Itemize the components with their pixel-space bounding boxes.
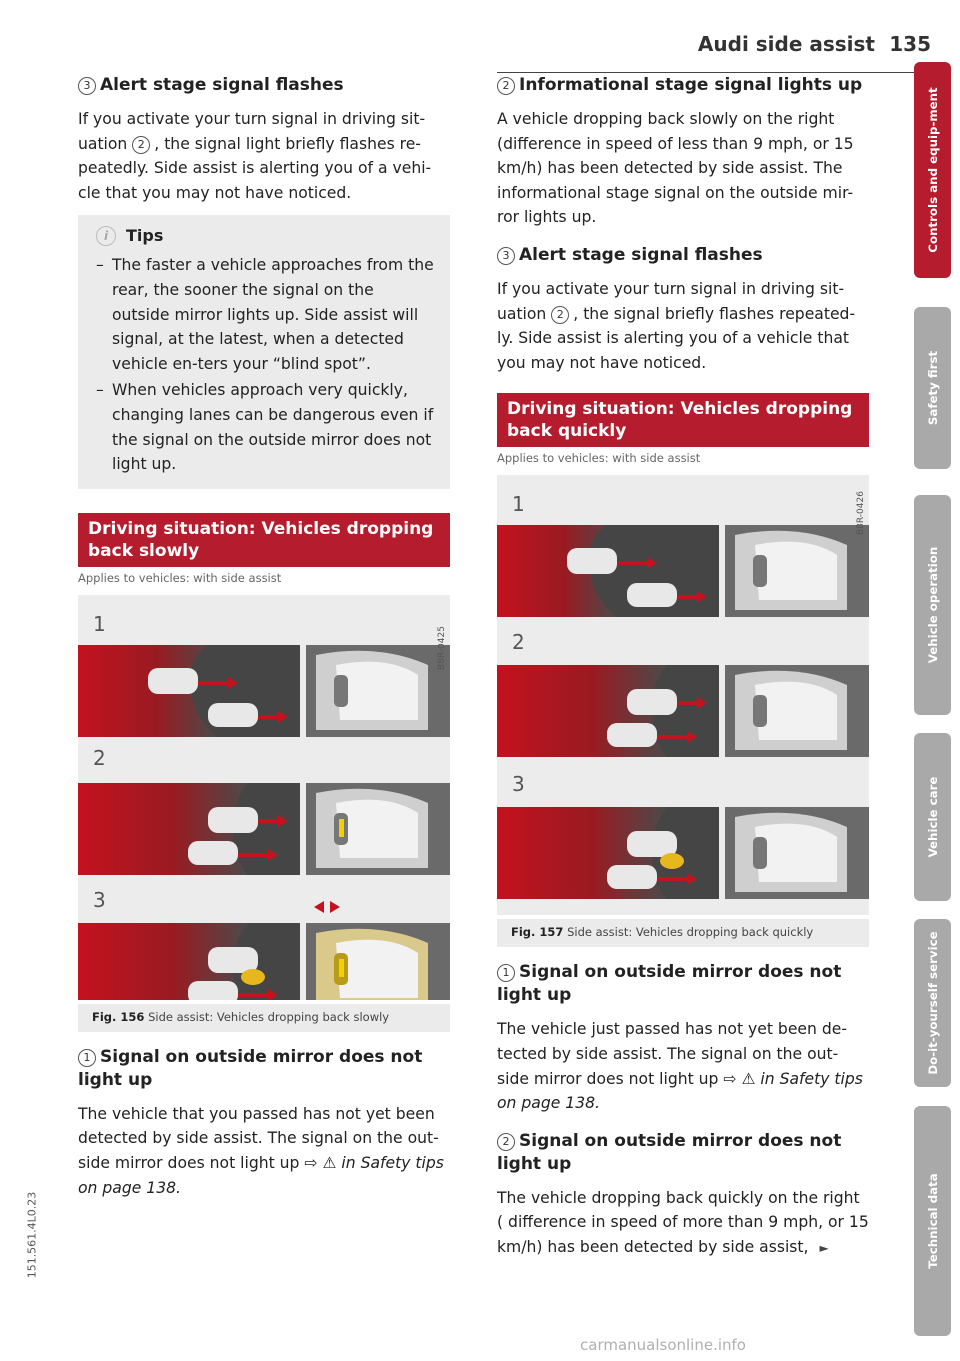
tip-item: – The faster a vehicle approaches from the rear, the sooner the signal on the outside mirror lights up. Side assist will signal, at the latest, when a detected vehicle en-ters your “blind spot”. [96,253,434,376]
alert-text-a: If you activate your turn signal in driving sit-uation [78,110,426,153]
tab-label: Technical data [925,1173,940,1269]
arrow-icon: ⇨ [723,1069,737,1088]
signal1-heading [497,961,869,1007]
alert-text-b: , the signal light briefly flashes re-peatedly. Side assist is alerting you of a vehi-cle that you may not have noticed. [78,134,432,202]
figure-157 [497,475,869,947]
tip-item: – When vehicles approach very quickly, changing lanes can be dangerous even if the signal on the outside mirror does not light up. [96,378,434,476]
signal2-text: The vehicle dropping back quickly on the right ( difference in speed of more than 9 mph, or 15 km/h) has been detected by side assist, [497,1188,869,1256]
panel-label: 2 [93,745,106,770]
alert-text-a: If you activate your turn signal in driving sit-uation [497,279,845,323]
tab-do-it-yourself[interactable] [914,919,951,1087]
signal2-paragraph [497,1186,869,1261]
tab-label: Controls and equip-ment [925,87,940,253]
alert-heading-text: Alert stage signal flashes [100,75,344,95]
circled-number: 2 [497,77,515,95]
figure-code: B8R-0426 [856,491,866,536]
arrow-icon: ⇨ [304,1153,318,1172]
signal1-text-a: The vehicle just passed has not yet been de-tected by side assist. The signal on the out-side mirror does not light up [497,1020,847,1088]
caption-number: Fig. 157 [511,925,564,940]
left-column [78,74,450,1210]
panel-label: 3 [512,772,525,797]
tab-label: Safety first [925,350,940,426]
panel-label: 1 [93,611,106,636]
section-heading: Driving situation: Vehicles dropping back slowly [78,513,450,567]
section-title: Audi side assist [697,32,875,56]
side-assist-illustration [78,595,450,1000]
caption-text: Side assist: Vehicles dropping back slowly [148,1009,390,1024]
alert-heading [497,244,869,267]
signal1-paragraph [497,1017,869,1115]
tab-safety-first[interactable] [914,307,951,469]
tab-label: Do-it-yourself service [925,931,940,1075]
circled-number: 3 [78,77,96,95]
signal-text-a: The vehicle that you passed has not yet been detected by side assist. The signal on the out-side mirror does not light up [78,1104,439,1172]
page-header [497,22,933,73]
warning-icon: ⚠ [741,1069,756,1088]
document-code-text: 151.561.4L0.23 [25,1191,39,1279]
circled-number: 3 [497,247,515,265]
caption-number: Fig. 156 [92,1009,145,1024]
signal-paragraph [78,1102,450,1200]
circled-number: 1 [78,1049,96,1067]
circled-number: 2 [132,136,150,154]
alert-text-b: , the signal briefly flashes repeated-ly. Side assist is alerting you of a vehicle that you may not have noticed. [497,304,856,372]
section-heading: Driving situation: Vehicles dropping back quickly [497,393,869,447]
figure-caption [78,1004,450,1032]
signal-heading-text: Signal on outside mirror does not light up [78,1046,423,1090]
tips-box [78,215,450,488]
alert-heading-text: Alert stage signal flashes [519,244,763,265]
warning-icon: ⚠ [322,1153,337,1172]
tab-technical-data[interactable] [914,1106,951,1336]
side-assist-illustration [497,475,869,915]
circled-number: 1 [497,964,515,982]
tips-list [96,253,434,476]
circled-number: 2 [551,306,569,324]
right-column [497,74,869,1271]
signal2-heading-text: Signal on outside mirror does not light up [497,1130,842,1174]
alert-heading [78,74,450,97]
info-heading [497,74,869,97]
continue-icon: ► [819,1240,829,1255]
page-number: 135 [889,32,931,56]
document-code [25,1170,39,1300]
tab-label: Vehicle care [925,776,940,858]
tab-label: Vehicle operation [925,546,940,664]
signal-heading [78,1046,450,1092]
info-paragraph: A vehicle dropping back slowly on the right (difference in speed of less than 9 mph, or 15 km/h) has been detected by side assist. The informational stage signal on the outside mir-ror lights up. [497,110,854,227]
signal1-heading-text: Signal on outside mirror does not light up [497,962,842,1006]
panel-label: 2 [512,630,525,655]
figure-156 [78,595,450,1032]
alert-paragraph [497,277,869,375]
cross-reference-link[interactable]: in Safety tips on page 138. [497,1069,863,1113]
circled-number: 2 [497,1133,515,1151]
cross-reference-link[interactable]: in Safety tips on page 138. [78,1153,444,1197]
caption-text: Side assist: Vehicles dropping back quickly [567,925,814,940]
panel-label: 3 [93,887,106,912]
watermark: carmanualsonline.info [580,1336,746,1354]
figure-code: B8R-0425 [437,625,447,670]
applies-note: Applies to vehicles: with side assist [497,451,701,466]
tips-label: Tips [126,226,164,246]
info-heading-text: Informational stage signal lights up [519,75,863,95]
tips-heading [96,223,434,249]
tab-vehicle-care[interactable] [914,733,951,901]
alert-paragraph [78,107,450,205]
applies-note: Applies to vehicles: with side assist [78,570,282,585]
signal2-heading [497,1130,869,1176]
panel-label: 1 [512,492,525,517]
info-icon: i [96,226,116,246]
tab-vehicle-operation[interactable] [914,495,951,715]
figure-caption [497,919,869,947]
tab-controls[interactable] [914,62,951,278]
